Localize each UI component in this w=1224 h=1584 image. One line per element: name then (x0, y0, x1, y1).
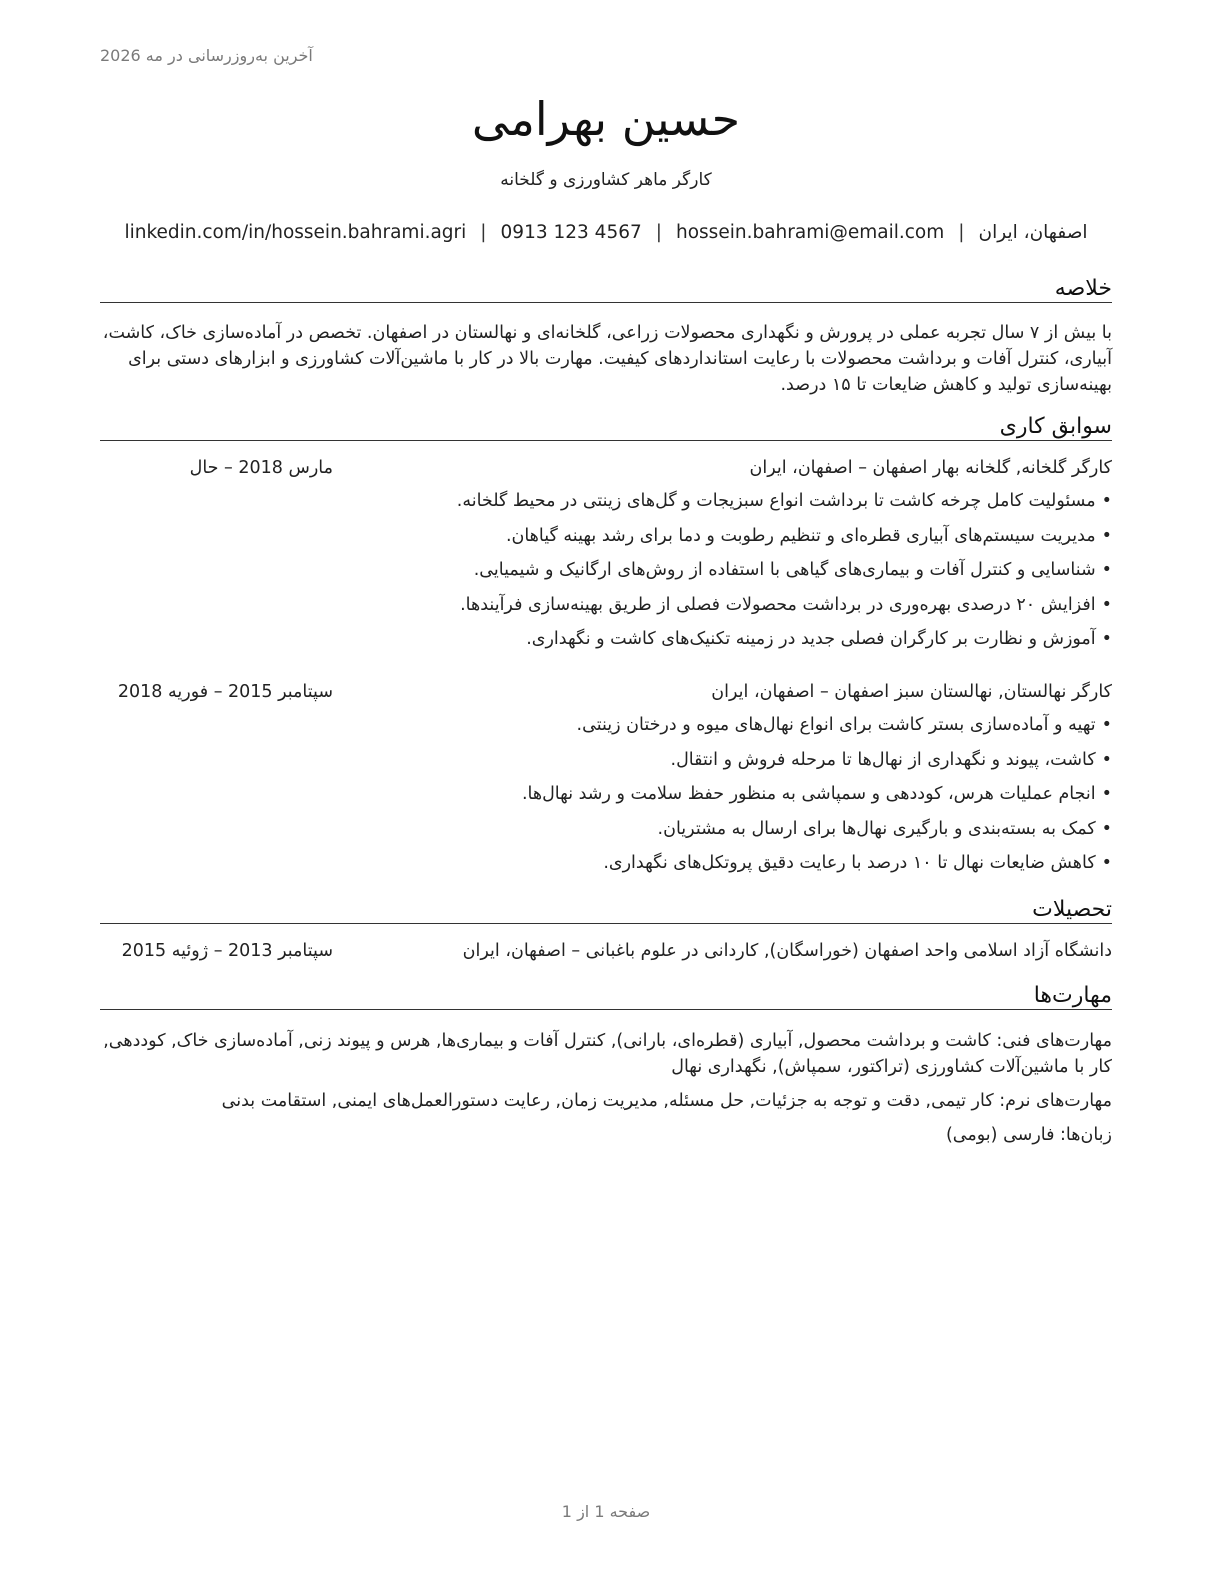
skills-heading: مهارت‌ها (100, 983, 1112, 1010)
job-bullet: • افزایش ۲۰ درصدی بهره‌وری در برداشت محصولات فصلی از طریق بهینه‌سازی فرآیندها. (100, 592, 1112, 627)
contact-separator: | (958, 222, 965, 243)
contact-line (100, 222, 1112, 243)
education-heading: تحصیلات (100, 897, 1112, 924)
job-dates: سپتامبر 2015 – فوریه 2018 (117, 682, 333, 702)
job-dates: مارس 2018 – حال (189, 458, 333, 478)
skills-soft: مهارت‌های نرم: کار تیمی, دقت و توجه به جزئیات, حل مسئله, مدیریت زمان, رعایت دستورالعمل‌های ایمنی, استقامت بدنی (221, 1091, 1112, 1111)
candidate-title: کارگر ماهر کشاورزی و گلخانه (500, 170, 712, 190)
contact-separator: | (655, 222, 662, 243)
page-number: صفحه 1 از 1 (561, 1502, 651, 1521)
experience-heading: سوابق کاری (100, 414, 1112, 441)
last-updated-note: آخرین به‌روزرسانی در مه 2026 (100, 46, 313, 65)
job-bullet: • کمک به بسته‌بندی و بارگیری نهال‌ها برای ارسال به مشتریان. (100, 816, 1112, 851)
job-role: کارگر نهالستان, نهالستان سبز اصفهان – اصفهان، ایران (711, 682, 1112, 702)
job-bullet: • کاشت، پیوند و نگهداری از نهال‌ها تا مرحله فروش و انتقال. (100, 747, 1112, 782)
contact-location: اصفهان، ایران (978, 222, 1088, 243)
job-bullet: • مسئولیت کامل چرخه کاشت تا برداشت انواع سبزیجات و گل‌های زینتی در محیط گلخانه. (100, 488, 1112, 523)
job-header (100, 458, 1112, 484)
job-header (100, 682, 1112, 708)
job-bullet: • تهیه و آماده‌سازی بستر کاشت برای انواع نهال‌های میوه و درختان زینتی. (100, 712, 1112, 747)
candidate-name: حسین بهرامی (471, 92, 741, 146)
job-bullet: • شناسایی و کنترل آفات و بیماری‌های گیاهی با استفاده از روش‌های ارگانیک و شیمیایی. (100, 557, 1112, 592)
skills-languages: زبان‌ها: فارسی (بومی) (945, 1125, 1112, 1145)
contact-separator: | (480, 222, 487, 243)
education-entry (100, 941, 1112, 967)
contact-linkedin[interactable]: linkedin.com/in/hossein.bahrami.agri (124, 222, 467, 243)
job-bullet: • آموزش و نظارت بر کارگران فصلی جدید در زمینه تکنیک‌های کاشت و نگهداری. (100, 626, 1112, 661)
job-role: کارگر گلخانه, گلخانه بهار اصفهان – اصفهان، ایران (749, 458, 1112, 478)
education-institution: دانشگاه آزاد اسلامی واحد اصفهان (خوراسگان), کاردانی در علوم باغبانی – اصفهان، ایران (462, 941, 1112, 961)
summary-heading: خلاصه (100, 276, 1112, 303)
job-bullet: • کاهش ضایعات نهال تا ۱۰ درصد با رعایت دقیق پروتکل‌های نگهداری. (100, 850, 1112, 885)
summary-text: با بیش از ۷ سال تجربه عملی در پرورش و نگهداری محصولات زراعی، گلخانه‌ای و نهالستان در اصفهان. تخصص در آماده‌سازی خاک، کاشت، آبیاری، کنترل آفات و برداشت محصولات با رعایت استانداردهای کیفیت. مهارت بالا در کار با ماشین‌آلات کشاورزی و ابزارهای دستی برای بهینه‌سازی تولید و کاهش ضایعات تا ۱۵ درصد. (102, 323, 1112, 395)
job-bullets (100, 488, 1112, 661)
resume-page (100, 0, 1112, 1584)
job-bullets (100, 712, 1112, 885)
education-dates: سپتامبر 2013 – ژوئیه 2015 (121, 941, 333, 961)
contact-email[interactable]: hossein.bahrami@email.com (676, 222, 945, 243)
skills-technical: مهارت‌های فنی: کاشت و برداشت محصول, آبیاری (قطره‌ای، بارانی), کنترل آفات و بیماری‌ها, هرس و پیوند زنی, آماده‌سازی خاک, کوددهی, کار با ماشین‌آلات کشاورزی (تراکتور، سمپاش), نگهداری نهال (103, 1031, 1112, 1077)
job-bullet: • مدیریت سیستم‌های آبیاری قطره‌ای و تنظیم رطوبت و دما برای رشد بهینه گیاهان. (100, 523, 1112, 558)
job-bullet: • انجام عملیات هرس، کوددهی و سمپاشی به منظور حفظ سلامت و رشد نهال‌ها. (100, 781, 1112, 816)
contact-phone: 0913 123 4567 (500, 222, 642, 243)
